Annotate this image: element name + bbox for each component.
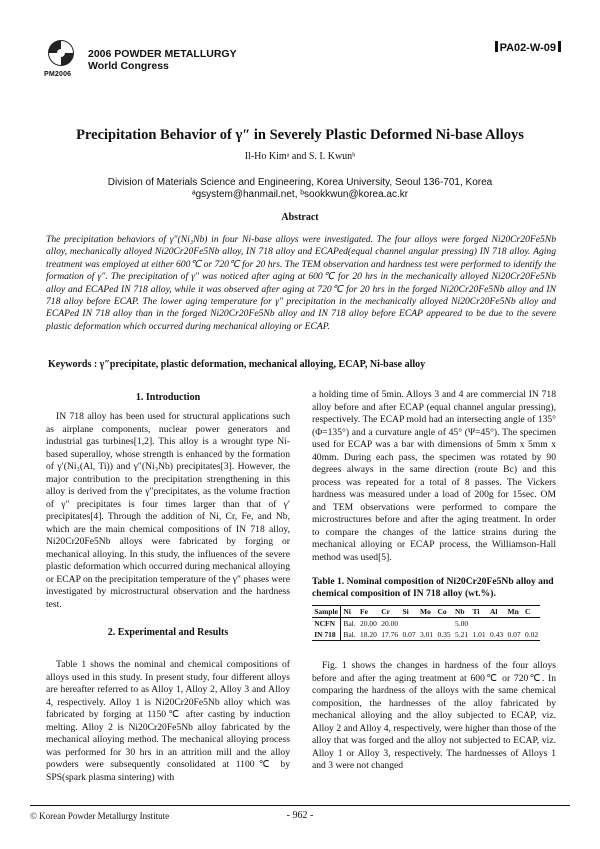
table-cell: 18.20 <box>358 629 379 641</box>
table-cell: 20.00 <box>360 619 377 628</box>
table-row <box>312 618 540 630</box>
table-cell: 20.00 <box>381 619 399 628</box>
composition-table <box>312 605 540 641</box>
paper-code-text: PA02-W-09 <box>499 42 556 54</box>
table-cell <box>435 618 453 630</box>
table-body <box>312 618 540 641</box>
section-2-body <box>46 659 290 784</box>
table-cell: 0.02 <box>523 629 541 641</box>
table-header-cell: C <box>523 606 541 618</box>
table-cell: 1.01 <box>470 629 488 641</box>
table-row <box>312 629 540 641</box>
table-cell: Bal. <box>341 629 358 641</box>
column-2-top <box>312 389 556 564</box>
table-header-cell: Si <box>400 606 418 618</box>
code-bar-left <box>495 41 498 52</box>
table-cell: 3.01 <box>418 629 436 641</box>
table-cell <box>470 618 488 630</box>
table-cell <box>400 618 418 630</box>
abstract-heading: Abstract <box>281 212 319 223</box>
table-header-row <box>312 606 540 618</box>
table-cell: Bal. <box>343 619 356 628</box>
footer-copyright: © Korean Powder Metallurgy Institute <box>30 811 170 821</box>
table-cell: IN 718 <box>312 629 341 641</box>
code-bar-right <box>558 41 561 52</box>
table-header-cell: Sample <box>312 606 341 618</box>
emails: ᵃgsystem@hanmail.net, ᵇsookkwun@korea.ac.kr <box>191 189 409 200</box>
table-header-cell: Fe <box>358 606 379 618</box>
table-cell <box>488 618 506 630</box>
abstract-text: The precipitation behaviors of γ″(Ni₃Nb) in four Ni-base alloys were investigated. The four alloys were forged Ni20Cr20Fe5Nb alloy, mechanically alloyed Ni20Cr20Fe5Nb alloy, IN 718 alloy and ECAPed(equal channel angular pressing) IN 718 alloy. Aging treatment was employed at either 600℃ or 720℃ for 20 hrs. The TEM observation and hardness test were performed to identify the formation of γ″. The precipitation of γ″ was noticed after aging at 600℃ for 20 hrs in the mechanically alloyed Ni20Cr20Fe5Nb alloy and ECAPed IN 718 alloy, while it was observed after aging at 720℃ for 20 hrs in the forged Ni20Cr20Fe5Nb alloy and IN 718 alloy before ECAP. The lower aging temperature for γ″ precipitation in the mechanically alloyed Ni20Cr20Fe5Nb alloy and ECAPed IN 718 alloy than in the forged Ni20Cr20Fe5Nb alloy and IN 718 alloy before ECAP appeared to be due to the severe plastic deformation which occurred during mechanical alloying or ECAP. <box>46 234 556 332</box>
conference-line-1: 2006 POWDER METALLURGY <box>88 48 237 60</box>
table-cell <box>523 618 541 630</box>
keywords: Keywords : γ″precipitate, plastic deformation, mechanical alloying, ECAP, Ni-base alloy <box>48 359 426 370</box>
table-cell: 17.76 <box>379 629 400 641</box>
table-header-cell: Cr <box>379 606 400 618</box>
table-caption: Table 1. Nominal composition of Ni20Cr20Fe5Nb alloy and chemical composition of IN 718 alloy (wt.%). <box>312 576 554 599</box>
paper-code <box>493 41 563 54</box>
table-header-cell: Ti <box>470 606 488 618</box>
section-2-paragraph: Table 1 shows the nominal and chemical compositions of alloys used in this study. In present study, four different alloys are hereafter referred to as Alloy 1, Alloy 2, Alloy 3 and Alloy 4, respectively. Alloy 1 is Ni20Cr20Fe5Nb alloy which was fabricated by forging at 1150℃ after casting by induction melting. Alloy 2 is Ni20Cr20Fe5Nb alloy fabricated by the mechanical alloying method. The mechanical alloying process was performed for 30 hrs in an attrition mill and the alloy powders were subsequently consolidated at 1100℃ by SPS(spark plasma sintering) with <box>46 659 290 783</box>
affiliation-block <box>0 177 600 201</box>
section-2-heading: 2. Experimental and Results <box>107 627 229 638</box>
table-cell: 5.21 <box>453 629 471 641</box>
column-2-paragraph-1: a holding time of 5min. Alloys 3 and 4 are commercial IN 718 alloy before and after ECAP (equal channel angular pressing), respectively. The ECAP mold had an intersecting angle of 135° (Φ=135°) and a curvature angle of 45° (Ψ=45°). The specimen used for ECAP was a bar with dimensions of 5mm x 5mm x 40mm. During each pass, the specimen was rotated by 90 degrees always in the same direction (route Bc) and this process was repeated for a total of 8 passes. The Vickers hardness was measured under a load of 200g for 15sec. OM and TEM observations were performed to compare the microstructures before and after the aging treatment. In order to compare the changes of the lattice strains during the mechanical alloying or ECAP process, the Williamson-Hall method was used[5]. <box>312 389 556 563</box>
column-2-paragraph-2: Fig. 1 shows the changes in hardness of the four alloys before and after the aging treatment at 600℃ or 720℃. In comparing the hardness of the alloys with the same chemical composition, the hardnesses of the alloy fabricated by mechanical alloying and the alloy subjected to ECAP, viz. Alloy 2 and Alloy 4, respectively, were higher than those of the alloy that was forged and the alloy not subjected to ECAP, viz. Alloy 1 or Alloy 3, respectively. The hardnesses of Alloys 1 and 3 were not changed <box>312 660 556 771</box>
table-header-cell: Mo <box>418 606 436 618</box>
table-header-cell: Nb <box>453 606 471 618</box>
table-cell: 0.07 <box>400 629 418 641</box>
table-cell <box>418 618 436 630</box>
table-header-cell: Co <box>435 606 453 618</box>
page-number: - 962 - <box>286 810 314 821</box>
table-header-cell: Al <box>488 606 506 618</box>
table-cell: 0.43 <box>488 629 506 641</box>
table-cell: 0.35 <box>435 629 453 641</box>
conference-name <box>88 48 237 72</box>
affiliation: Division of Materials Science and Engineering, Korea University, Seoul 136-701, Korea <box>107 177 493 188</box>
table-cell: NCFN <box>312 618 341 630</box>
table-cell <box>505 618 523 630</box>
table-cell: 0.07 <box>505 629 523 641</box>
table-cell: 5.00 <box>455 619 469 628</box>
logo-year: PM2006 <box>44 71 72 78</box>
section-1-body <box>46 411 290 611</box>
section-1-heading: 1. Introduction <box>135 392 201 403</box>
conference-line-2: World Congress <box>88 60 169 72</box>
column-2-bottom <box>312 660 556 773</box>
table-header-cell: Mn <box>505 606 523 618</box>
section-1-paragraph: IN 718 alloy has been used for structural applications such as airplane components, nuclear power generators and industrial gas turbines[1,2]. This alloy is a wrought type Ni-based superalloy, whose strength is enhanced by the formation of γ′(Ni₃(Al, Ti)) and γ″(Ni₃Nb) precipitates[3]. However, the major contribution to the precipitation strengthening in this alloy is derived from the γ″precipitates, as the volume fraction of γ″ precipitates is four times larger than that of γ′ precipitates[4]. Through the addition of Ni, Cr, Fe, and Nb, which are the main chemical compositions of IN 718 alloy, Ni20Cr20Fe5Nb alloys were fabricated by forging or mechanical alloying. In this study, the influences of the severe plastic deformation which occurred during mechanical alloying or ECAP on the precipitation temperature of the γ″ phases were investigated by microstructural observation and the hardness test. <box>46 411 290 610</box>
paper-title: Precipitation Behavior of γ″ in Severely Plastic Deformed Ni-base Alloys <box>76 127 524 143</box>
authors: Il-Ho Kimᵃ and S. I. Kwunᵇ <box>244 151 356 162</box>
table-header-cell: Ni <box>341 606 358 618</box>
footer-divider <box>30 805 570 806</box>
